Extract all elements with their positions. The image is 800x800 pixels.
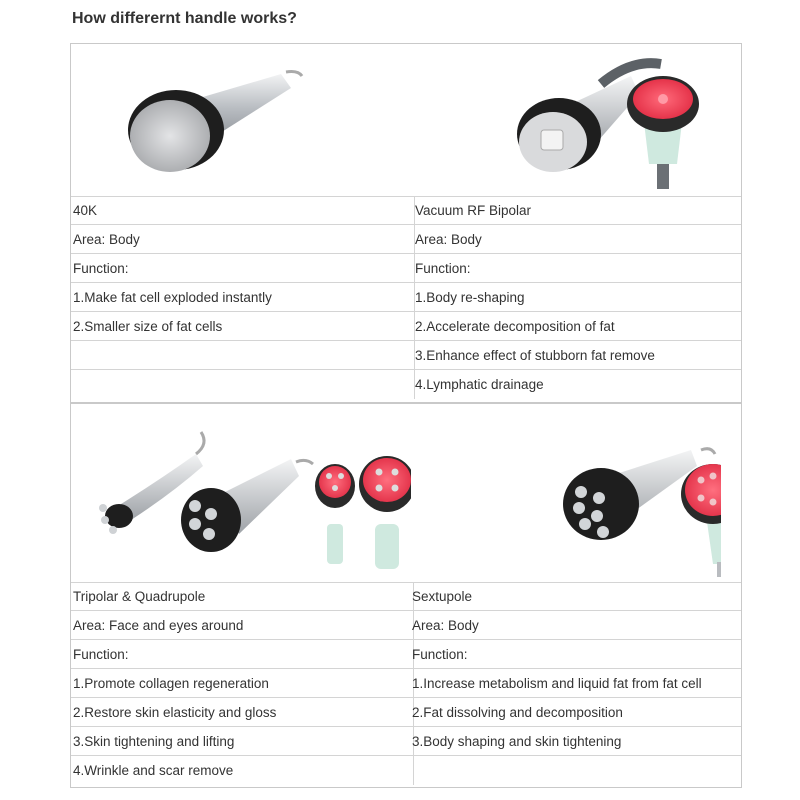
- row-item: [71, 312, 741, 341]
- row-item: [71, 341, 741, 370]
- function-item: 1.Body re-shaping: [415, 290, 525, 305]
- row-item: [71, 756, 741, 785]
- function-label: Function:: [415, 261, 471, 276]
- function-item: 2.Fat dissolving and decomposition: [412, 705, 623, 720]
- function-item: 3.Enhance effect of stubborn fat remove: [415, 348, 655, 363]
- function-item: 3.Body shaping and skin tightening: [412, 734, 622, 749]
- handle-table-2: [70, 403, 742, 788]
- function-item: [71, 341, 415, 369]
- area-text: Area: Face and eyes around: [71, 611, 414, 639]
- function-item: 1.Make fat cell exploded instantly: [71, 283, 415, 311]
- handle-name-vacuum-rf: Vacuum RF Bipolar: [415, 203, 532, 218]
- row-item: [71, 669, 741, 698]
- row-item: [71, 370, 741, 399]
- page-heading: How differernt handle works?: [72, 10, 297, 27]
- function-label: Function:: [71, 640, 414, 668]
- row-area: [71, 225, 741, 254]
- area-text: Area: Body: [415, 232, 482, 247]
- function-item: 4.Lymphatic drainage: [415, 377, 544, 392]
- row-area: [71, 611, 741, 640]
- handle-table-1: [70, 43, 742, 403]
- tripolar-quadrupole-handle-image: [91, 424, 411, 574]
- function-item: 2.Restore skin elasticity and gloss: [71, 698, 414, 726]
- function-item: [71, 370, 415, 399]
- image-row-1: [71, 44, 741, 197]
- row-name: [71, 582, 741, 611]
- area-text: Area: Body: [71, 225, 415, 253]
- row-function: [71, 640, 741, 669]
- function-item: [410, 756, 741, 785]
- image-row-2: [71, 404, 741, 583]
- function-item: 1.Increase metabolism and liquid fat from fat cell: [412, 676, 702, 691]
- handle-name-tripolar-quadrupole: Tripolar & Quadrupole: [71, 582, 414, 610]
- row-item: [71, 698, 741, 727]
- vacuum-rf-bipolar-handle-image: [481, 54, 711, 194]
- row-name: [71, 196, 741, 225]
- handle-name-40k: 40K: [71, 196, 415, 224]
- function-label: Function:: [71, 254, 415, 282]
- function-item: 3.Skin tightening and lifting: [71, 727, 414, 755]
- row-item: [71, 283, 741, 312]
- function-item: 4.Wrinkle and scar remove: [71, 756, 414, 785]
- area-text: Area: Body: [412, 618, 479, 633]
- row-item: [71, 727, 741, 756]
- row-function: [71, 254, 741, 283]
- function-item: 1.Promote collagen regeneration: [71, 669, 414, 697]
- function-item: 2.Accelerate decomposition of fat: [415, 319, 615, 334]
- 40k-handle-image: [126, 64, 306, 184]
- handle-name-sextupole: Sextupole: [412, 589, 473, 604]
- function-label: Function:: [412, 647, 468, 662]
- function-item: 2.Smaller size of fat cells: [71, 312, 415, 340]
- sextupole-handle-image: [501, 442, 721, 577]
